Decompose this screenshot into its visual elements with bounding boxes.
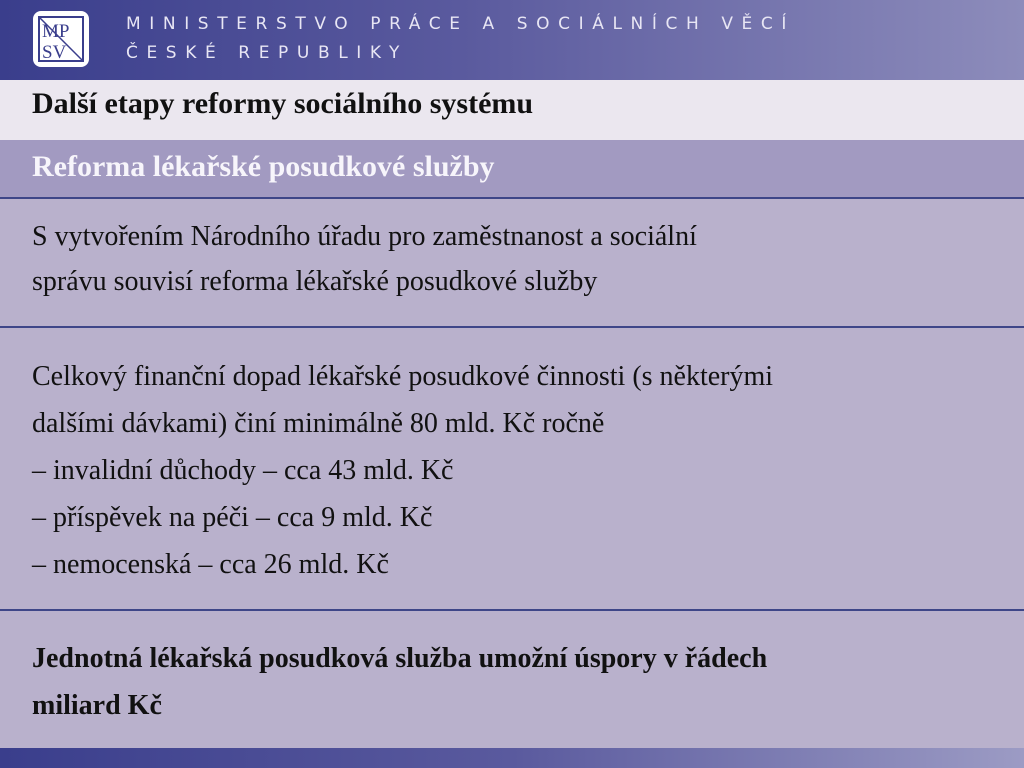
block2-line2: dalšími dávkami) činí minimálně 80 mld. Kč ročně: [32, 408, 605, 439]
svg-text:MP: MP: [42, 21, 70, 42]
header-banner: [0, 0, 1024, 80]
divider-line: [0, 197, 1024, 199]
conclusion-line1: Jednotná lékařská posudková služba umožní úspory v řádech: [32, 643, 768, 674]
mpsv-logo: [33, 11, 89, 67]
ministry-name-line2: ČESKÉ REPUBLIKY: [126, 43, 409, 63]
svg-text:SV: SV: [42, 42, 67, 63]
slide-title: Další etapy reformy sociálního systému: [32, 87, 534, 120]
block1-line1: S vytvořením Národního úřadu pro zaměstnanost a sociální: [32, 221, 697, 252]
bullet-invalid-pensions: – invalidní důchody – cca 43 mld. Kč: [32, 455, 454, 486]
footer-bar: [0, 748, 1024, 768]
slide-subtitle: Reforma lékařské posudkové služby: [32, 150, 495, 183]
divider-line: [0, 326, 1024, 328]
bullet-care-allowance: – příspěvek na péči – cca 9 mld. Kč: [32, 502, 433, 533]
divider-line: [0, 609, 1024, 611]
block1-line2: správu souvisí reforma lékařské posudkové služby: [32, 266, 598, 297]
bullet-sickness-benefit: – nemocenská – cca 26 mld. Kč: [32, 549, 389, 580]
conclusion-line2: miliard Kč: [32, 690, 162, 721]
block2-line1: Celkový finanční dopad lékařské posudkové činnosti (s některými: [32, 361, 774, 392]
ministry-name-line1: MINISTERSTVO PRÁCE A SOCIÁLNÍCH VĚCÍ: [126, 14, 795, 34]
